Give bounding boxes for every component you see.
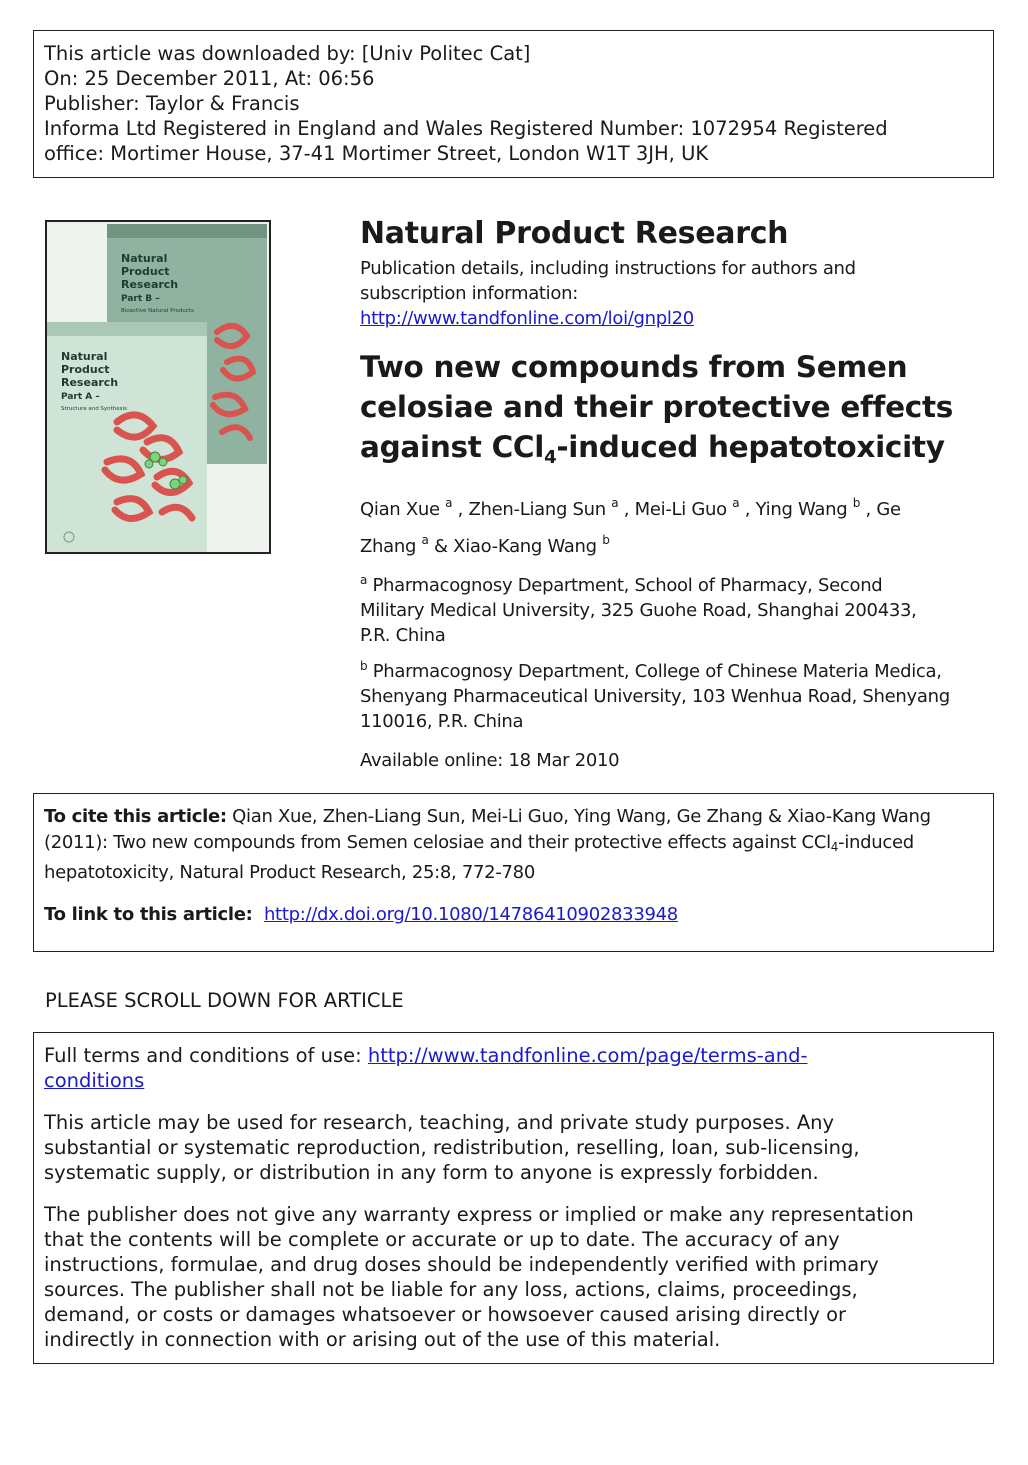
back-cover-title-3: Research <box>121 278 179 291</box>
affiliation-line: P.R. China <box>360 625 446 646</box>
affiliation-mark: b <box>360 659 368 673</box>
affiliation-line: Military Medical University, 325 Guohe Road, Shanghai 200433, <box>360 600 917 621</box>
author-line <box>360 525 990 562</box>
terms-box <box>33 1032 994 1364</box>
author-name: Zhang <box>360 536 422 557</box>
subscript: 4 <box>544 447 557 468</box>
citation-text: Qian Xue, Zhen-Liang Sun, Mei-Li Guo, Ying Wang, Ge Zhang & Xiao-Kang Wang <box>226 806 931 827</box>
download-info-box <box>33 30 994 178</box>
author-name: , Mei-Li Guo <box>618 499 733 520</box>
publication-details <box>360 256 990 331</box>
journal-title: Natural Product Research <box>360 216 789 251</box>
paragraph-line: demand, or costs or damages whatsoever or howsoever caused arising directly or <box>44 1303 847 1326</box>
paragraph-line: indirectly in connection with or arising out of the use of this material. <box>44 1328 721 1351</box>
publication-details-line: Publication details, including instructions for authors and <box>360 258 856 279</box>
front-cover-part: Part A – <box>61 392 100 402</box>
terms-label: Full terms and conditions of use: <box>44 1044 368 1067</box>
subscript: 4 <box>830 840 839 854</box>
author-name: , Zhen-Liang Sun <box>452 499 612 520</box>
author-name: , Ying Wang <box>739 499 853 520</box>
back-cover-part: Part B – <box>121 294 160 304</box>
article-title-text: -induced hepatotoxicity <box>556 430 945 464</box>
paragraph-line: that the contents will be complete or accurate or up to date. The accuracy of any <box>44 1228 840 1251</box>
author-name: Qian Xue <box>360 499 446 520</box>
front-cover-part-sub: Structure and Synthesis <box>61 406 127 412</box>
journal-cover-image <box>45 220 271 554</box>
article-title-line: Two new compounds from Semen <box>360 350 908 384</box>
affiliation-mark: a <box>421 533 429 547</box>
download-date: On: 25 December 2011, At: 06:56 <box>44 67 375 90</box>
registration-line: Informa Ltd Registered in England and Wales Registered Number: 1072954 Registered <box>44 117 888 140</box>
terms-link[interactable]: conditions <box>44 1069 145 1092</box>
article-title-line: celosiae and their protective effects <box>360 390 954 424</box>
author-name: & Xiao-Kang Wang <box>428 536 603 557</box>
scroll-down-note: PLEASE SCROLL DOWN FOR ARTICLE <box>45 989 404 1012</box>
affiliation-mark: a <box>360 573 368 587</box>
front-cover-title-1: Natural <box>61 350 108 363</box>
terms-link-paragraph <box>44 1043 983 1093</box>
terms-link[interactable]: http://www.tandfonline.com/page/terms-and- <box>367 1044 808 1067</box>
author-line <box>360 488 990 525</box>
usage-paragraph <box>44 1110 983 1185</box>
article-link-line <box>44 902 983 928</box>
article-title-line <box>360 427 990 478</box>
front-cover-title-3: Research <box>61 376 119 389</box>
publication-details-line: subscription information: <box>360 283 578 304</box>
disclaimer-paragraph <box>44 1202 983 1352</box>
office-address: office: Mortimer House, 37-41 Mortimer Street, London W1T 3JH, UK <box>44 142 709 165</box>
article-title <box>360 347 990 478</box>
cite-label: To cite this article: <box>44 806 227 827</box>
affiliation-line: Shenyang Pharmaceutical University, 103 Wenhua Road, Shenyang <box>360 686 950 707</box>
affiliation-text: Pharmacognosy Department, School of Pharmacy, Second <box>367 575 883 596</box>
affiliation-line: 110016, P.R. China <box>360 711 524 732</box>
affiliation-mark: a <box>732 496 740 510</box>
paragraph-line: sources. The publisher shall not be liable for any loss, actions, claims, proceedings, <box>44 1278 858 1301</box>
citation-box <box>33 793 994 952</box>
journal-details <box>360 214 990 773</box>
paragraph-line: The publisher does not give any warranty express or implied or make any representation <box>44 1203 914 1226</box>
publisher: Publisher: Taylor & Francis <box>44 92 300 115</box>
journal-url-link[interactable]: http://www.tandfonline.com/loi/gnpl20 <box>360 308 694 329</box>
affiliation-line <box>360 654 990 684</box>
article-title-text: against CCl <box>360 430 545 464</box>
paragraph-line: substantial or systematic reproduction, redistribution, reselling, loan, sub-licensing, <box>44 1136 860 1159</box>
citation-line <box>44 830 983 860</box>
affiliation-b <box>360 654 990 734</box>
paragraph-line: systematic supply, or distribution in any form to anyone is expressly forbidden. <box>44 1161 819 1184</box>
doi-link[interactable]: http://dx.doi.org/10.1080/14786410902833948 <box>263 904 678 925</box>
affiliation-a <box>360 568 990 648</box>
affiliation-mark: a <box>611 496 619 510</box>
paragraph-line: instructions, formulae, and drug doses should be independently verified with primary <box>44 1253 879 1276</box>
link-label: To link to this article: <box>44 904 259 925</box>
citation-text: (2011): Two new compounds from Semen celosiae and their protective effects against CCl <box>44 832 831 853</box>
citation-text: -induced <box>838 832 914 853</box>
citation-line: hepatotoxicity, Natural Product Research, 25:8, 772-780 <box>44 862 535 883</box>
paragraph-line: This article may be used for research, teaching, and private study purposes. Any <box>44 1111 835 1134</box>
affiliation-mark: b <box>852 496 861 510</box>
affiliation-line <box>360 568 990 598</box>
available-online: Available online: 18 Mar 2010 <box>360 750 620 771</box>
affiliation-mark: a <box>445 496 453 510</box>
affiliation-mark: b <box>602 533 610 547</box>
author-name: , Ge <box>860 499 901 520</box>
front-cover <box>47 322 207 552</box>
front-cover-title-2: Product <box>61 363 110 376</box>
affiliation-text: Pharmacognosy Department, College of Chinese Materia Medica, <box>367 661 942 682</box>
author-list <box>360 488 990 562</box>
citation-line <box>44 804 983 830</box>
back-cover-title-1: Natural <box>121 252 168 265</box>
back-cover-title-2: Product <box>121 265 170 278</box>
back-cover-part-sub: Bioactive Natural Products <box>121 308 194 314</box>
download-line: This article was downloaded by: [Univ Politec Cat] <box>44 42 531 65</box>
